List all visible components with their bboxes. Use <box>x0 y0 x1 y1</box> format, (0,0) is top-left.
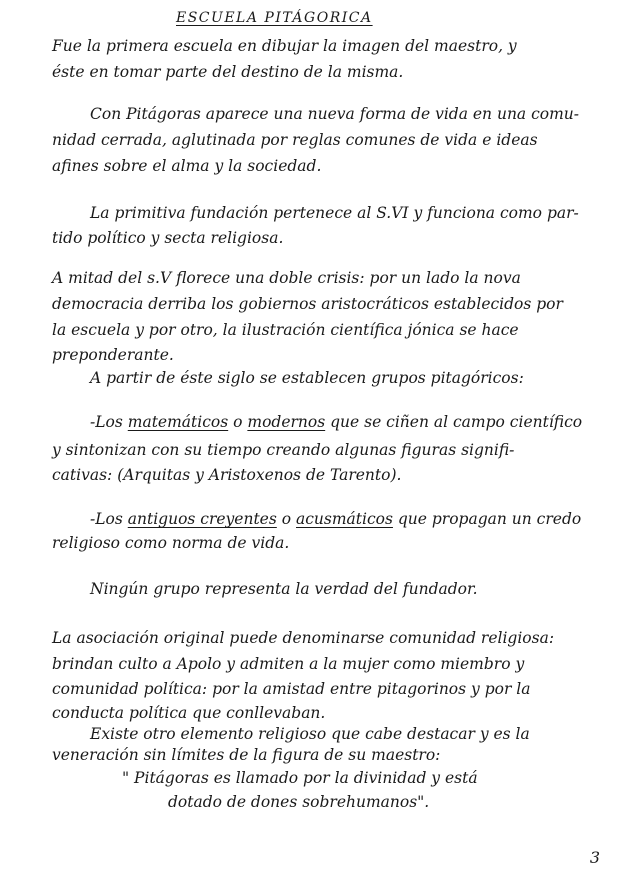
underlined-term: antiguos creyentes <box>127 510 277 528</box>
page-number: 3 <box>589 848 600 867</box>
underlined-term: acusmáticos <box>296 510 393 528</box>
text-fragment: que propagan un credo <box>392 510 582 528</box>
text-line: tido político y secta religiosa. <box>52 229 284 247</box>
quote-line: " Pitágoras es llamado por la divinidad y está <box>122 769 478 787</box>
text-line: afines sobre el alma y la sociedad. <box>52 157 322 175</box>
text-line <box>90 509 581 529</box>
text-line: preponderante. <box>52 346 174 364</box>
text-line: veneración sin límites de la figura de su maestro: <box>52 746 441 764</box>
text-fragment: que se ciñen al campo científico <box>325 413 583 431</box>
text-line: A mitad del s.V florece una doble crisis: por un lado la nova <box>52 269 521 287</box>
underlined-term: modernos <box>247 413 326 431</box>
text-line: nidad cerrada, aglutinada por reglas comunes de vida e ideas <box>52 131 538 149</box>
underlined-term: matemáticos <box>127 413 229 431</box>
text-line: brindan culto a Apolo y admiten a la mujer como miembro y <box>52 655 525 673</box>
text-line: La primitiva fundación pertenece al S.VI y funciona como par- <box>90 204 579 222</box>
quote-line: dotado de dones sobrehumanos". <box>168 793 430 811</box>
text-line: Con Pitágoras aparece una nueva forma de vida en una comu- <box>90 105 580 123</box>
text-line: La asociación original puede denominarse comunidad religiosa: <box>52 629 555 647</box>
text-fragment: o <box>228 413 248 431</box>
text-line: conducta política que conllevaban. <box>52 704 326 722</box>
text-line: democracia derriba los gobiernos aristocráticos establecidos por <box>52 295 563 313</box>
text-fragment: -Los <box>90 510 128 528</box>
text-line: Ningún grupo representa la verdad del fundador. <box>90 580 478 598</box>
text-fragment: -Los <box>90 413 128 431</box>
text-line: la escuela y por otro, la ilustración científica jónica se hace <box>52 321 519 339</box>
text-fragment: o <box>276 510 296 528</box>
text-line: A partir de éste siglo se establecen grupos pitagóricos: <box>90 369 524 387</box>
page-title: ESCUELA PITÁGORICA <box>176 10 373 26</box>
text-line: Fue la primera escuela en dibujar la imagen del maestro, y <box>52 37 517 55</box>
text-line: religioso como norma de vida. <box>52 534 290 552</box>
text-line <box>90 412 582 432</box>
text-line: comunidad política: por la amistad entre pitagorinos y por la <box>52 680 531 698</box>
text-line: cativas: (Arquitas y Aristoxenos de Tarento). <box>52 466 402 484</box>
text-line: éste en tomar parte del destino de la misma. <box>52 63 404 81</box>
text-line: y sintonizan con su tiempo creando algunas figuras signifi- <box>52 441 515 459</box>
text-line: Existe otro elemento religioso que cabe destacar y es la <box>90 725 530 743</box>
